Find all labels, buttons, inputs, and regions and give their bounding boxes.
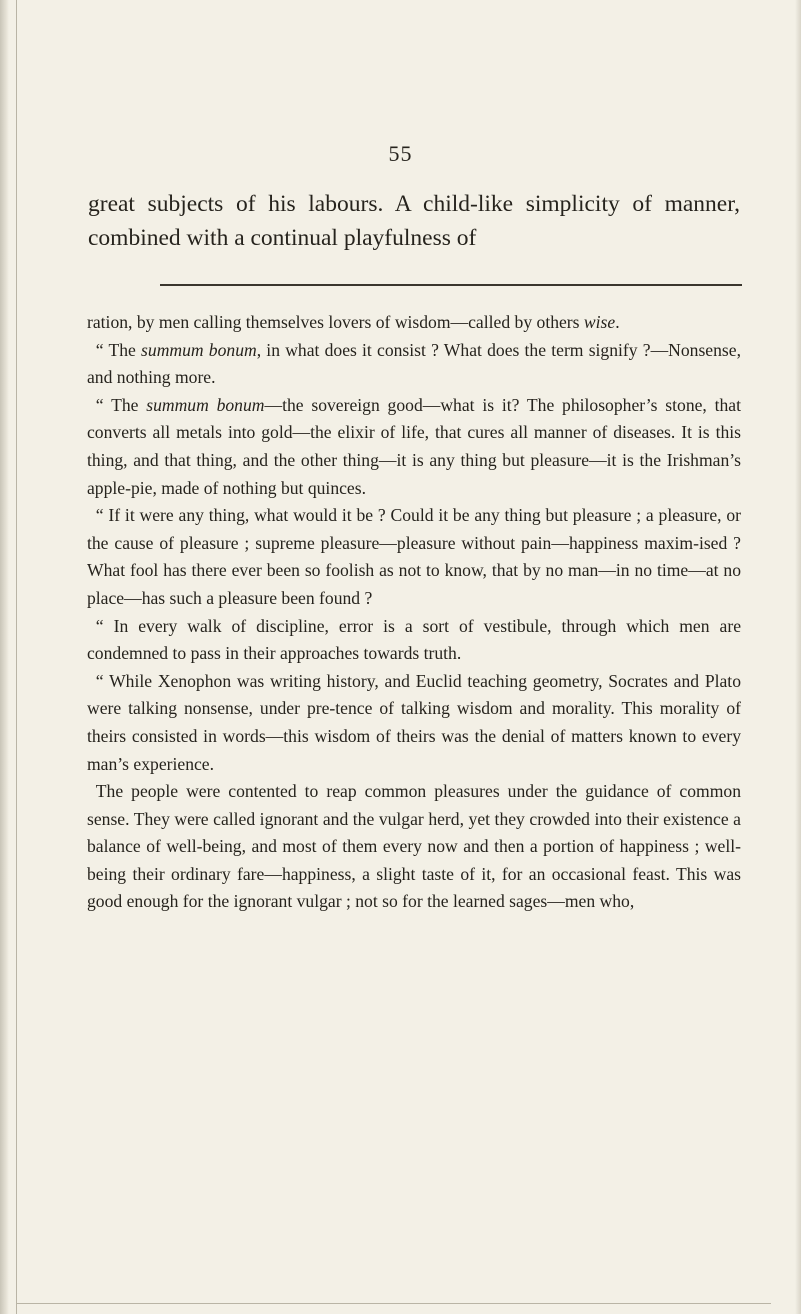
page-bottom-line [16, 1303, 771, 1304]
paragraph-1-emphasis: wise [583, 312, 616, 332]
paragraph-3 [87, 392, 741, 502]
paragraph-1-end: . [615, 312, 620, 332]
page-number: 55 [388, 141, 413, 166]
paragraph-2-end: , in what does it consist ? What does the term signify ?—Nonsense, and nothing more. [87, 339, 741, 388]
upper-paragraph: great subjects of his labours. A child-like simplicity of manner, combined with a continual playfulness of [88, 191, 740, 251]
section-divider [160, 284, 742, 286]
lower-passage [87, 309, 741, 916]
paragraph-1-text: ration, by men calling themselves lovers of wisdom—called by others [87, 312, 584, 332]
paragraph-2-emphasis: summum bonum [141, 339, 257, 360]
page-left-edge [0, 0, 9, 1314]
paragraph-1 [87, 309, 741, 337]
paragraph-3-text: “ The [95, 394, 147, 415]
paragraph-3-emphasis: summum bonum [146, 394, 265, 415]
paragraph-2-text: “ The [95, 339, 142, 360]
upper-passage [88, 187, 740, 255]
page-right-edge [795, 0, 801, 1314]
paragraph-3-end: —the sovereign good—what is it? The philosopher’s stone, that converts all metals into gold—the elixir of life, that cures all manner of diseases. It is this thing, and that thing, and the other thing—it is any thing but pleasure—it is the Irishman’s apple-pie, made of nothing but quinces. [87, 394, 741, 498]
paragraph-4: “ If it were any thing, what would it be ? Could it be any thing but pleasure ; a pleasure, or the cause of pleasure ; supreme pleasure—pleasure without pain—happiness maxim-ised ? What fool has there ever been so foolish as not to know, that by no man—in no time—at no place—has such a pleasure been found ? [87, 505, 741, 608]
paragraph-6: “ While Xenophon was writing history, and Euclid teaching geometry, Socrates and Plato were talking nonsense, under pre-tence of talking wisdom and morality. This morality of theirs consisted in words—this wisdom of theirs was the denial of matters known to every man’s experience. [87, 670, 741, 774]
paragraph-7: The people were contented to reap common pleasures under the guidance of common sense. They were called ignorant and the vulgar herd, yet they crowded into their existence a balance of well-being, and most of them every now and then a portion of happiness ; well-being their ordinary fare—happiness, a slight taste of it, for an occasional feast. This was good enough for the ignorant vulgar ; not so for the learned sages—men who, [87, 781, 741, 912]
page-margin-line [16, 0, 17, 1314]
paragraph-5: “ In every walk of discipline, error is a sort of vestibule, through which men are condemned to pass in their approaches towards truth. [87, 615, 741, 664]
paragraph-2 [87, 337, 741, 392]
